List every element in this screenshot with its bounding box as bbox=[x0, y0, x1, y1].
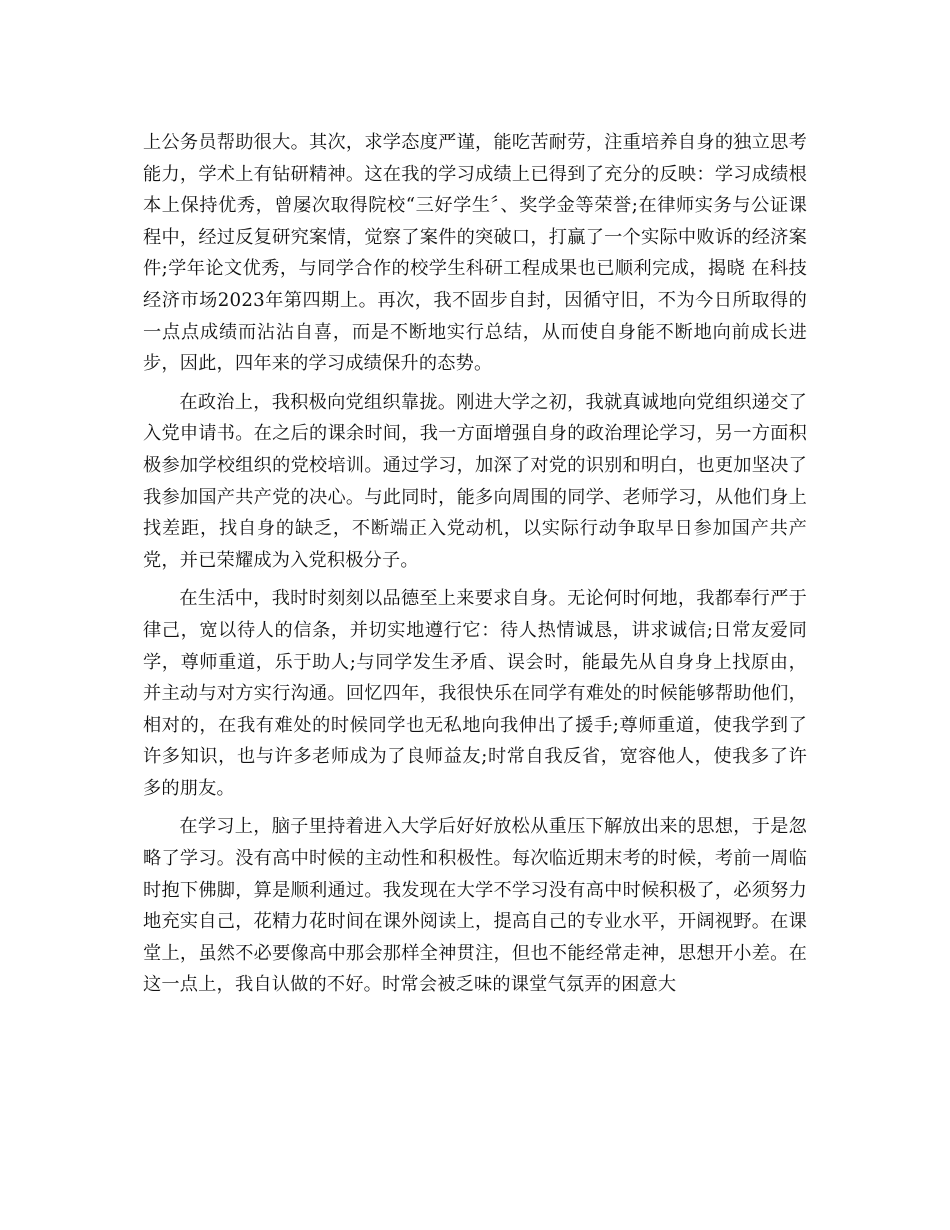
paragraph-politics: 在政治上，我积极向党组织靠拢。刚进大学之初，我就真诚地向党组织递交了入党申请书。在之后的课余时间，我一方面增强自身的政治理论学习，另一方面积极参加学校组织的党校培训。通过学习，加深了对党的识别和明白，也更加坚决了我参加国产共产党的决心。与此同时，能多向周围的同学、老师学习，从他们身上找差距，找自身的缺乏，不断端正入党动机，以实际行动争取早日参加国产共产党，并已荣耀成为入党积极分子。 bbox=[143, 391, 807, 571]
document-body bbox=[143, 127, 807, 1008]
paragraph-continuation: 上公务员帮助很大。其次，求学态度严谨，能吃苦耐劳，注重培养自身的独立思考能力，学术上有钻研精神。这在我的学习成绩上已得到了充分的反映：学习成绩根本上保持优秀，曾屡次取得院校“三好学生〞、奖学金等荣誉;在律师实务与公证课程中，经过反复研究案情，觉察了案件的突破口，打赢了一个实际中败诉的经济案件;学年论文优秀，与同学合作的校学生科研工程成果也已顺利完成，揭晓 在科技经济市场2023年第四期上。再次，我不固步自封，因循守旧，不为今日所取得的一点点成绩而沾沾自喜，而是不断地实行总结，从而使自身能不断地向前成长进步，因此，四年来的学习成绩保升的态势。 bbox=[143, 132, 807, 375]
paragraph-life: 在生活中，我时时刻刻以品德至上来要求自身。无论何时何地，我都奉行严于律己，宽以待人的信条，并切实地遵行它：待人热情诚恳，讲求诚信;日常友爱同学，尊师重道，乐于助人;与同学发生矛盾、误会时，能最先从自身身上找原由，并主动与对方实行沟通。回忆四年，我很快乐在同学有难处的时候能够帮助他们，相对的，在我有难处的时候同学也无私地向我伸出了援手;尊师重道，使我学到了许多知识，也与许多老师成为了良师益友;时常自我反省，宽容他人，使我多了许多的朋友。 bbox=[143, 588, 807, 799]
paragraph-study: 在学习上，脑子里持着进入大学后好好放松从重压下解放出来的思想，于是忽略了学习。没有高中时候的主动性和积极性。每次临近期末考的时候，考前一周临时抱下佛脚，算是顺利通过。我发现在大学不学习没有高中时候积极了，必须努力地充实自己，花精力花时间在课外阅读上，提高自己的专业水平，开阔视野。在课堂上，虽然不必要像高中那会那样全神贯注，但也不能经常走神，思想开小差。在这一点上，我自认做的不好。时常会被乏味的课堂气氛弄的困意大 bbox=[143, 816, 807, 996]
